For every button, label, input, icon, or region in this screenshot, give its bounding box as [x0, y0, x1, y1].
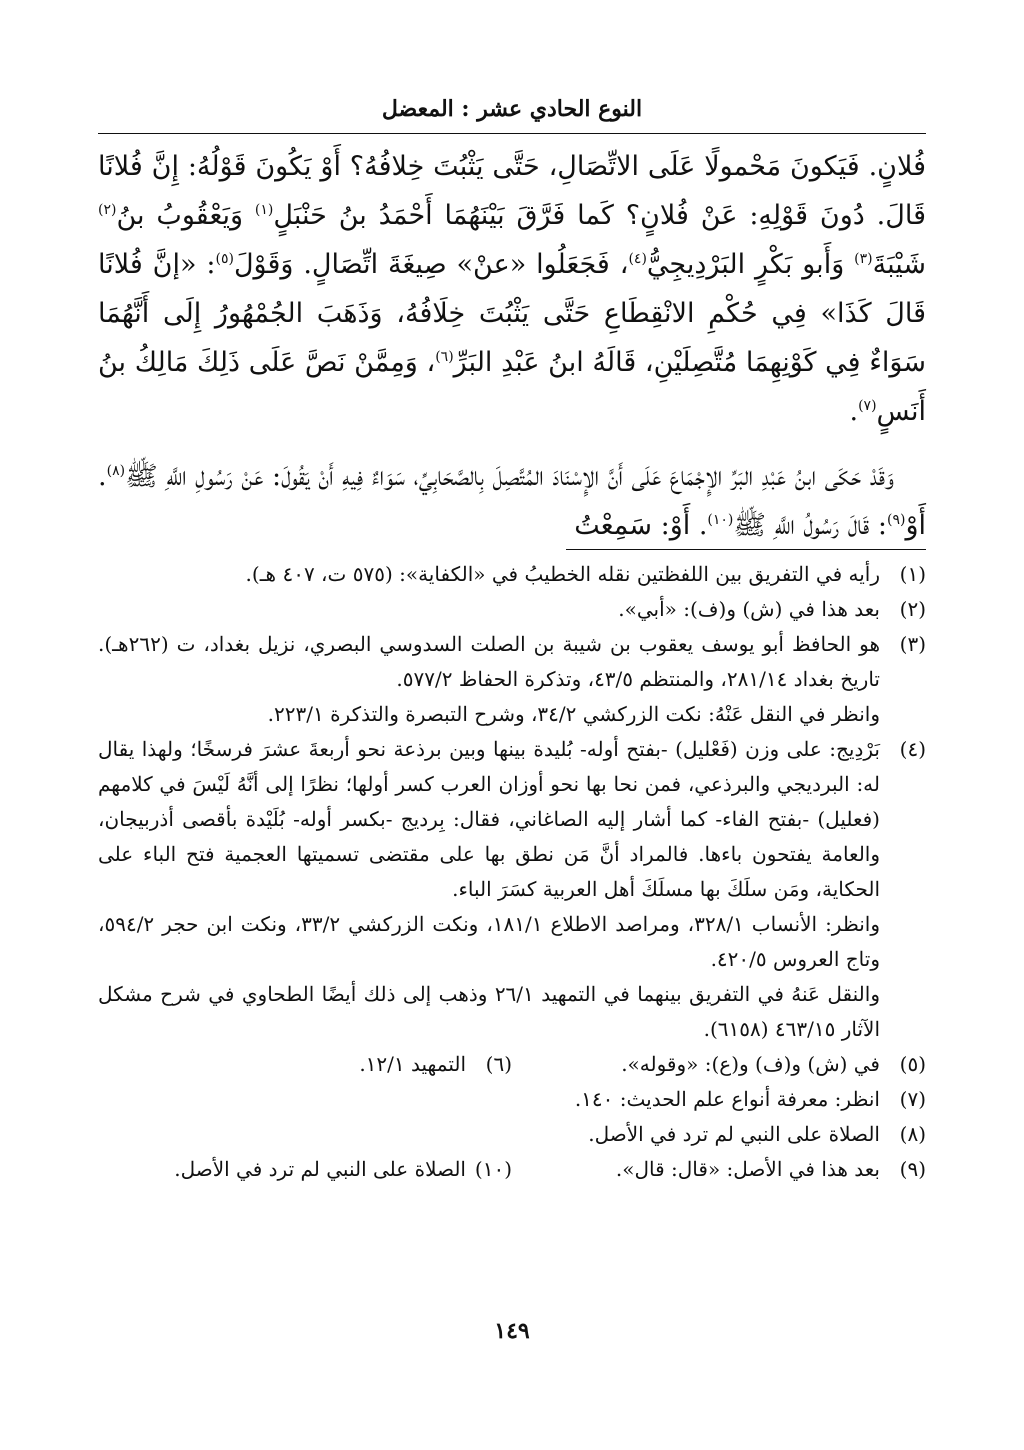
footnote-marker[interactable]: (٢)	[98, 202, 117, 218]
footnote-3	[98, 627, 926, 732]
footnote-number: (٨)	[899, 1122, 926, 1146]
footnote-marker[interactable]: (٣)	[854, 251, 873, 267]
footnote-4	[98, 732, 926, 1047]
text-run: فُلانٍ. فَيَكونَ مَحْمولًا عَلَى الاتِّصَالِ، حَتَّى يَثْبُتَ خِلافُهُ؟ أَوْ يَكُونَ قَوْلُهُ: إِنَّ فُلانًا قَالَ. دُونَ قَوْلِهِ: عَنْ فُلانٍ؟ كَما فَرَّقَ بَيْنَهُمَا أَحْمَدُ بنُ حَنْبَلٍ	[98, 151, 926, 231]
footnote-10	[98, 1152, 512, 1187]
main-text	[98, 142, 926, 550]
footnote-5	[512, 1047, 926, 1082]
text-run: . أَوْ: سَمِعْتُ	[574, 510, 708, 541]
text-run: . أَوْ	[98, 461, 926, 541]
footnote-text: بعد هذا في الأصل: «قال: قال».	[615, 1157, 880, 1181]
footnote-number: (١٠)	[474, 1157, 512, 1181]
footnote-text	[98, 627, 880, 732]
footnote-number: (٤)	[899, 737, 926, 761]
text-run: : قَالَ رَسُولُ اللَّهِ ﷺ	[733, 510, 887, 541]
footnote-line: بَرْدِيج: على وزن (فَعْليل) -بفتح أوله- بُليدة بينها وبين برذعة نحو أربعةَ عشرَ فرسخًا؛ ولهذا يقال له: البرديجي والبرذعي، فمن نحا بها نحو أوزان العرب كسر أولها؛ نظرًا إلى أنَّهُ لَيْسَ في كلامهم (فعليل) -بفتح الفاء- كما أشار إليه الصاغاني، فقال: بِرديج -بكسر أوله- بُلَيْدة بأقصى أذربيجان، والعامة يفتحون باءها. فالمراد أنَّ مَن نطق بها على مقتضى تسميتها العجمية فتح الباء على الحكاية، ومَن سلَكَ بها مسلَكَ أهل العربية كسَرَ الباء.	[98, 737, 880, 901]
footnote-row-5-6	[98, 1047, 926, 1082]
footnote-number: (٦)	[485, 1052, 512, 1076]
footnote-text: التمهيد ١٢/١.	[359, 1052, 466, 1076]
footnote-text	[98, 557, 880, 592]
footnote-line: وانظر: الأنساب ٣٢٨/١، ومراصد الاطلاع ١٨١/١، ونكت الزركشي ٣٣/٢، ونكت ابن حجر ٥٩٤/٢، وتاج العروس ٤٢٠/٥.	[98, 912, 881, 971]
footnote-marker[interactable]: (٦)	[435, 349, 454, 365]
paragraph-1	[98, 142, 926, 436]
footnote-number: (٥)	[899, 1052, 926, 1076]
footnote-9	[512, 1152, 926, 1187]
footnote-marker[interactable]: (٤)	[628, 251, 647, 267]
footnote-separator	[566, 549, 926, 550]
footnote-line: وانظر في النقل عَنْهُ: نكت الزركشي ٣٤/٢، وشرح التبصرة والتذكرة ٢٢٣/١.	[267, 702, 880, 726]
footnote-marker[interactable]: (٨)	[106, 463, 126, 479]
footnote-marker[interactable]: (٥)	[215, 251, 234, 267]
footnote-number: (٧)	[899, 1087, 926, 1111]
footnote-marker[interactable]: (٧)	[858, 398, 877, 414]
footnote-text: الصلاة على النبي لم ترد في الأصل.	[588, 1122, 880, 1146]
footnote-2	[98, 592, 926, 627]
footnote-1	[98, 557, 926, 592]
footnote-line: رأيه في التفريق بين اللفظتين نقله الخطيبُ في «الكفاية»: (٥٧٥ ت، ٤٠٧ هـ).	[245, 562, 880, 586]
footnote-7	[98, 1082, 926, 1117]
footnote-text: الصلاة على النبي لم ترد في الأصل.	[174, 1157, 466, 1181]
footnote-text: انظر: معرفة أنواع علم الحديث: ١٤٠.	[574, 1087, 880, 1111]
footnote-8	[98, 1117, 926, 1152]
paragraph-2	[98, 452, 926, 550]
footnote-row-9-10	[98, 1152, 926, 1187]
footnote-text	[98, 592, 880, 627]
footnote-number: (١)	[899, 562, 926, 586]
footnote-6	[98, 1047, 512, 1082]
footnote-number: (٩)	[899, 1157, 926, 1181]
footnote-marker[interactable]: (٩)	[886, 512, 906, 528]
header-rule	[98, 133, 926, 134]
text-run: وَأَبو بَكْرٍ البَرْدِيجِيُّ	[646, 249, 855, 280]
page-number: ١٤٩	[494, 1318, 530, 1344]
footnote-text	[98, 732, 880, 1047]
footnote-line: والنقل عَنهُ في التفريق بينهما في التمهيد ٢٦/١ وذهب إلى ذلك أيضًا الطحاوي في شرح مشكل الآثار ٤٦٣/١٥ (٦١٥٨).	[98, 982, 880, 1041]
running-head: النوع الحادي عشر : المعضل	[381, 96, 643, 122]
footnote-marker[interactable]: (١٠)	[707, 512, 734, 528]
text-run: ، وَمِمَّنْ نَصَّ عَلَى ذَلِكَ مَالِكُ بنُ أَنَسٍ	[98, 347, 926, 427]
footnotes	[98, 557, 926, 1187]
text-run: وَيَعْقُوبُ بنُ	[116, 200, 255, 231]
text-run: .	[849, 396, 859, 427]
footnote-marker[interactable]: (١)	[254, 202, 274, 218]
text-run: ، فَجَعَلُوا «عنْ» صِيغَةَ اتِّصَالٍ. وَقَوْلَ	[233, 249, 629, 280]
footnote-line: هو الحافظ أبو يوسف يعقوب بن شيبة بن الصلت السدوسي البصري، نزيل بغداد، ت (٢٦٢هـ). تاريخ بغداد ٢٨١/١٤، والمنتظم ٤٣/٥، وتذكرة الحفاظ ٥٧٧/٢.	[98, 632, 880, 691]
footnote-text: في (ش) و(ف) و(ع): «وقوله».	[621, 1052, 880, 1076]
text-run: وَقَدْ حَكَى ابنُ عَبْدِ البَرِّ الإِجْمَاعَ عَلَى أَنَّ الإِسْنَادَ المُتَّصِلَ بِالصَّحَابِيِّ، سَوَاءٌ فِيهِ أَنْ يَقُولَ: عَنْ رَسُولِ اللَّهِ ﷺ	[125, 461, 894, 492]
text-run: شَيْبَةَ	[872, 249, 926, 280]
footnote-number: (٢)	[899, 597, 926, 621]
footnote-number: (٣)	[899, 632, 926, 656]
text-run: : «إنَّ فُلانًا قَالَ كَذَا» فِي حُكْمِ الانْقِطَاعِ حَتَّى يَثْبُتَ خِلَافُهُ، وَذَهَبَ الجُمْهُورُ إِلَى أَنَّهُمَا سَوَاءٌ فِي كَوْنِهِمَا مُتَّصِلَيْنِ، قَالَهُ ابنُ عَبْدِ البَرِّ	[98, 249, 926, 378]
footnote-line: بعد هذا في (ش) و(ف): «أبي».	[618, 597, 880, 621]
